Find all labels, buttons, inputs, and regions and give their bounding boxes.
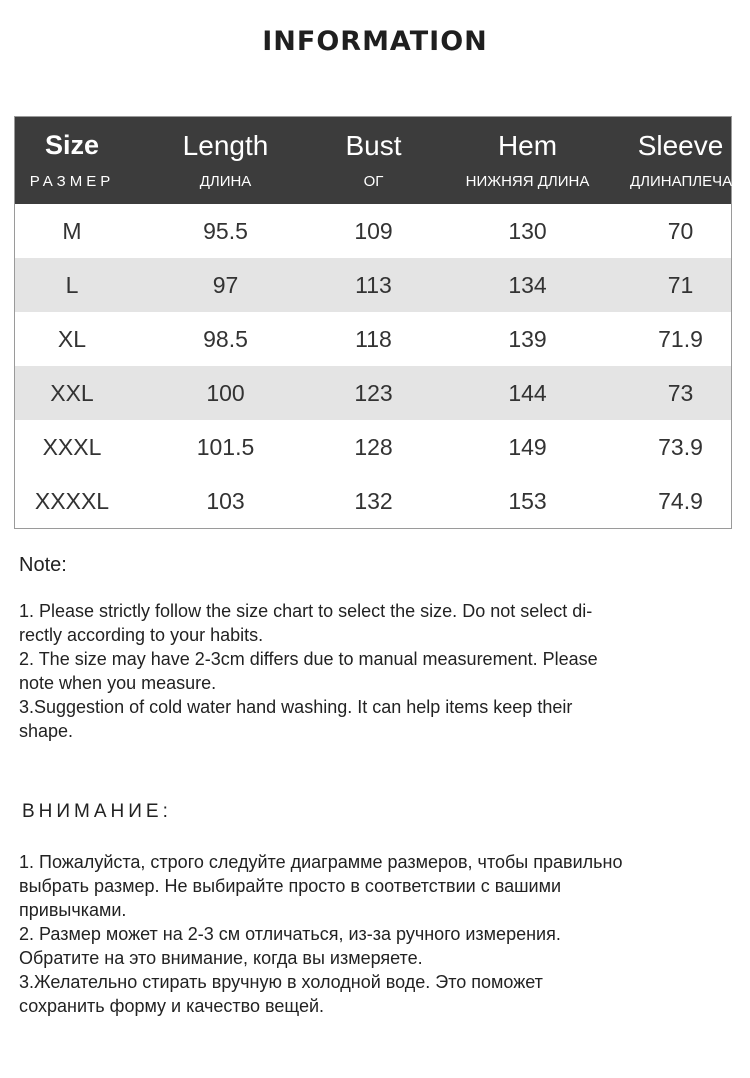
note-ru-line: 1. Пожалуйста, строго следуйте диаграмме размеров, чтобы правильно — [19, 852, 623, 872]
cell-length: 101.5 — [196, 433, 255, 460]
table-row — [15, 474, 731, 528]
header-length — [129, 117, 322, 204]
header-hem — [425, 117, 630, 204]
cell-size: M — [62, 217, 82, 244]
header-bust — [322, 117, 425, 204]
cell-hem: 139 — [508, 325, 547, 352]
notes-section — [19, 553, 719, 1018]
note-ru-line: сохранить форму и качество вещей. — [19, 996, 325, 1016]
cell-length: 95.5 — [203, 217, 248, 244]
cell-length: 103 — [206, 487, 245, 514]
cell-bust: 109 — [354, 217, 393, 244]
header-sleeve-ru: ДЛИНАПЛЕЧА — [630, 173, 733, 190]
cell-length: 98.5 — [203, 325, 248, 352]
header-sleeve-en: Sleeve — [637, 130, 724, 161]
cell-sleeve: 74.9 — [658, 487, 703, 514]
note-line: rectly according to your habits. — [19, 625, 264, 645]
cell-size: XXXXL — [34, 487, 110, 514]
table-row — [15, 366, 731, 420]
header-length-ru: ДЛИНА — [199, 173, 252, 190]
note-line: note when you measure. — [19, 673, 217, 693]
header-size-en: Size — [44, 130, 100, 160]
note-ru-heading: ВНИМАНИЕ: — [22, 801, 172, 822]
note-ru-line: выбрать размер. Не выбирайте просто в соответствии с вашими — [19, 876, 562, 896]
cell-size: L — [65, 271, 79, 298]
header-length-en: Length — [182, 130, 269, 161]
table-row — [15, 312, 731, 366]
cell-length: 100 — [206, 379, 245, 406]
table-row — [15, 258, 731, 312]
header-bust-en: Bust — [345, 130, 402, 161]
note-line: shape. — [19, 721, 74, 741]
table-row — [15, 204, 731, 258]
cell-sleeve: 73.9 — [658, 433, 703, 460]
header-hem-en: Hem — [497, 130, 558, 161]
cell-bust: 113 — [355, 271, 392, 298]
cell-sleeve: 70 — [667, 217, 694, 244]
cell-length: 97 — [212, 271, 239, 298]
size-chart-table — [14, 116, 732, 529]
note-line: 1. Please strictly follow the size chart to select the size. Do not select di- — [19, 601, 593, 621]
cell-size: XL — [57, 325, 87, 352]
note-ru-line: 2. Размер может на 2-3 см отличаться, из-за ручного измерения. — [19, 924, 561, 944]
note-heading: Note: — [19, 554, 67, 576]
note-line: 2. The size may have 2-3cm differs due to manual measurement. Please — [19, 649, 598, 669]
header-size-ru: РАЗМЕР — [29, 173, 115, 190]
cell-hem: 144 — [508, 379, 547, 406]
cell-sleeve: 71.9 — [658, 325, 703, 352]
note-line: 3.Suggestion of cold water hand washing. It can help items keep their — [19, 697, 573, 717]
header-hem-ru: НИЖНЯЯ ДЛИНА — [465, 173, 590, 190]
cell-hem: 134 — [508, 271, 547, 298]
cell-bust: 123 — [354, 379, 393, 406]
header-size — [15, 117, 129, 204]
page-title: INFORMATION — [262, 26, 488, 57]
cell-bust: 118 — [355, 325, 392, 352]
cell-hem: 130 — [508, 217, 547, 244]
cell-hem: 149 — [508, 433, 547, 460]
header-sleeve — [630, 117, 731, 204]
cell-size: XXL — [50, 379, 94, 406]
table-row — [15, 420, 731, 474]
table-header — [15, 117, 731, 204]
note-ru-line: 3.Желательно стирать вручную в холодной воде. Это поможет — [19, 972, 543, 992]
cell-sleeve: 73 — [667, 379, 694, 406]
cell-sleeve: 71 — [667, 271, 694, 298]
note-ru-line: привычками. — [19, 900, 127, 920]
cell-hem: 153 — [508, 487, 547, 514]
note-ru-line: Обратите на это внимание, когда вы измеряете. — [19, 948, 423, 968]
header-bust-ru: ОГ — [363, 173, 384, 190]
cell-bust: 132 — [354, 487, 393, 514]
cell-size: XXXL — [42, 433, 102, 460]
cell-bust: 128 — [354, 433, 393, 460]
